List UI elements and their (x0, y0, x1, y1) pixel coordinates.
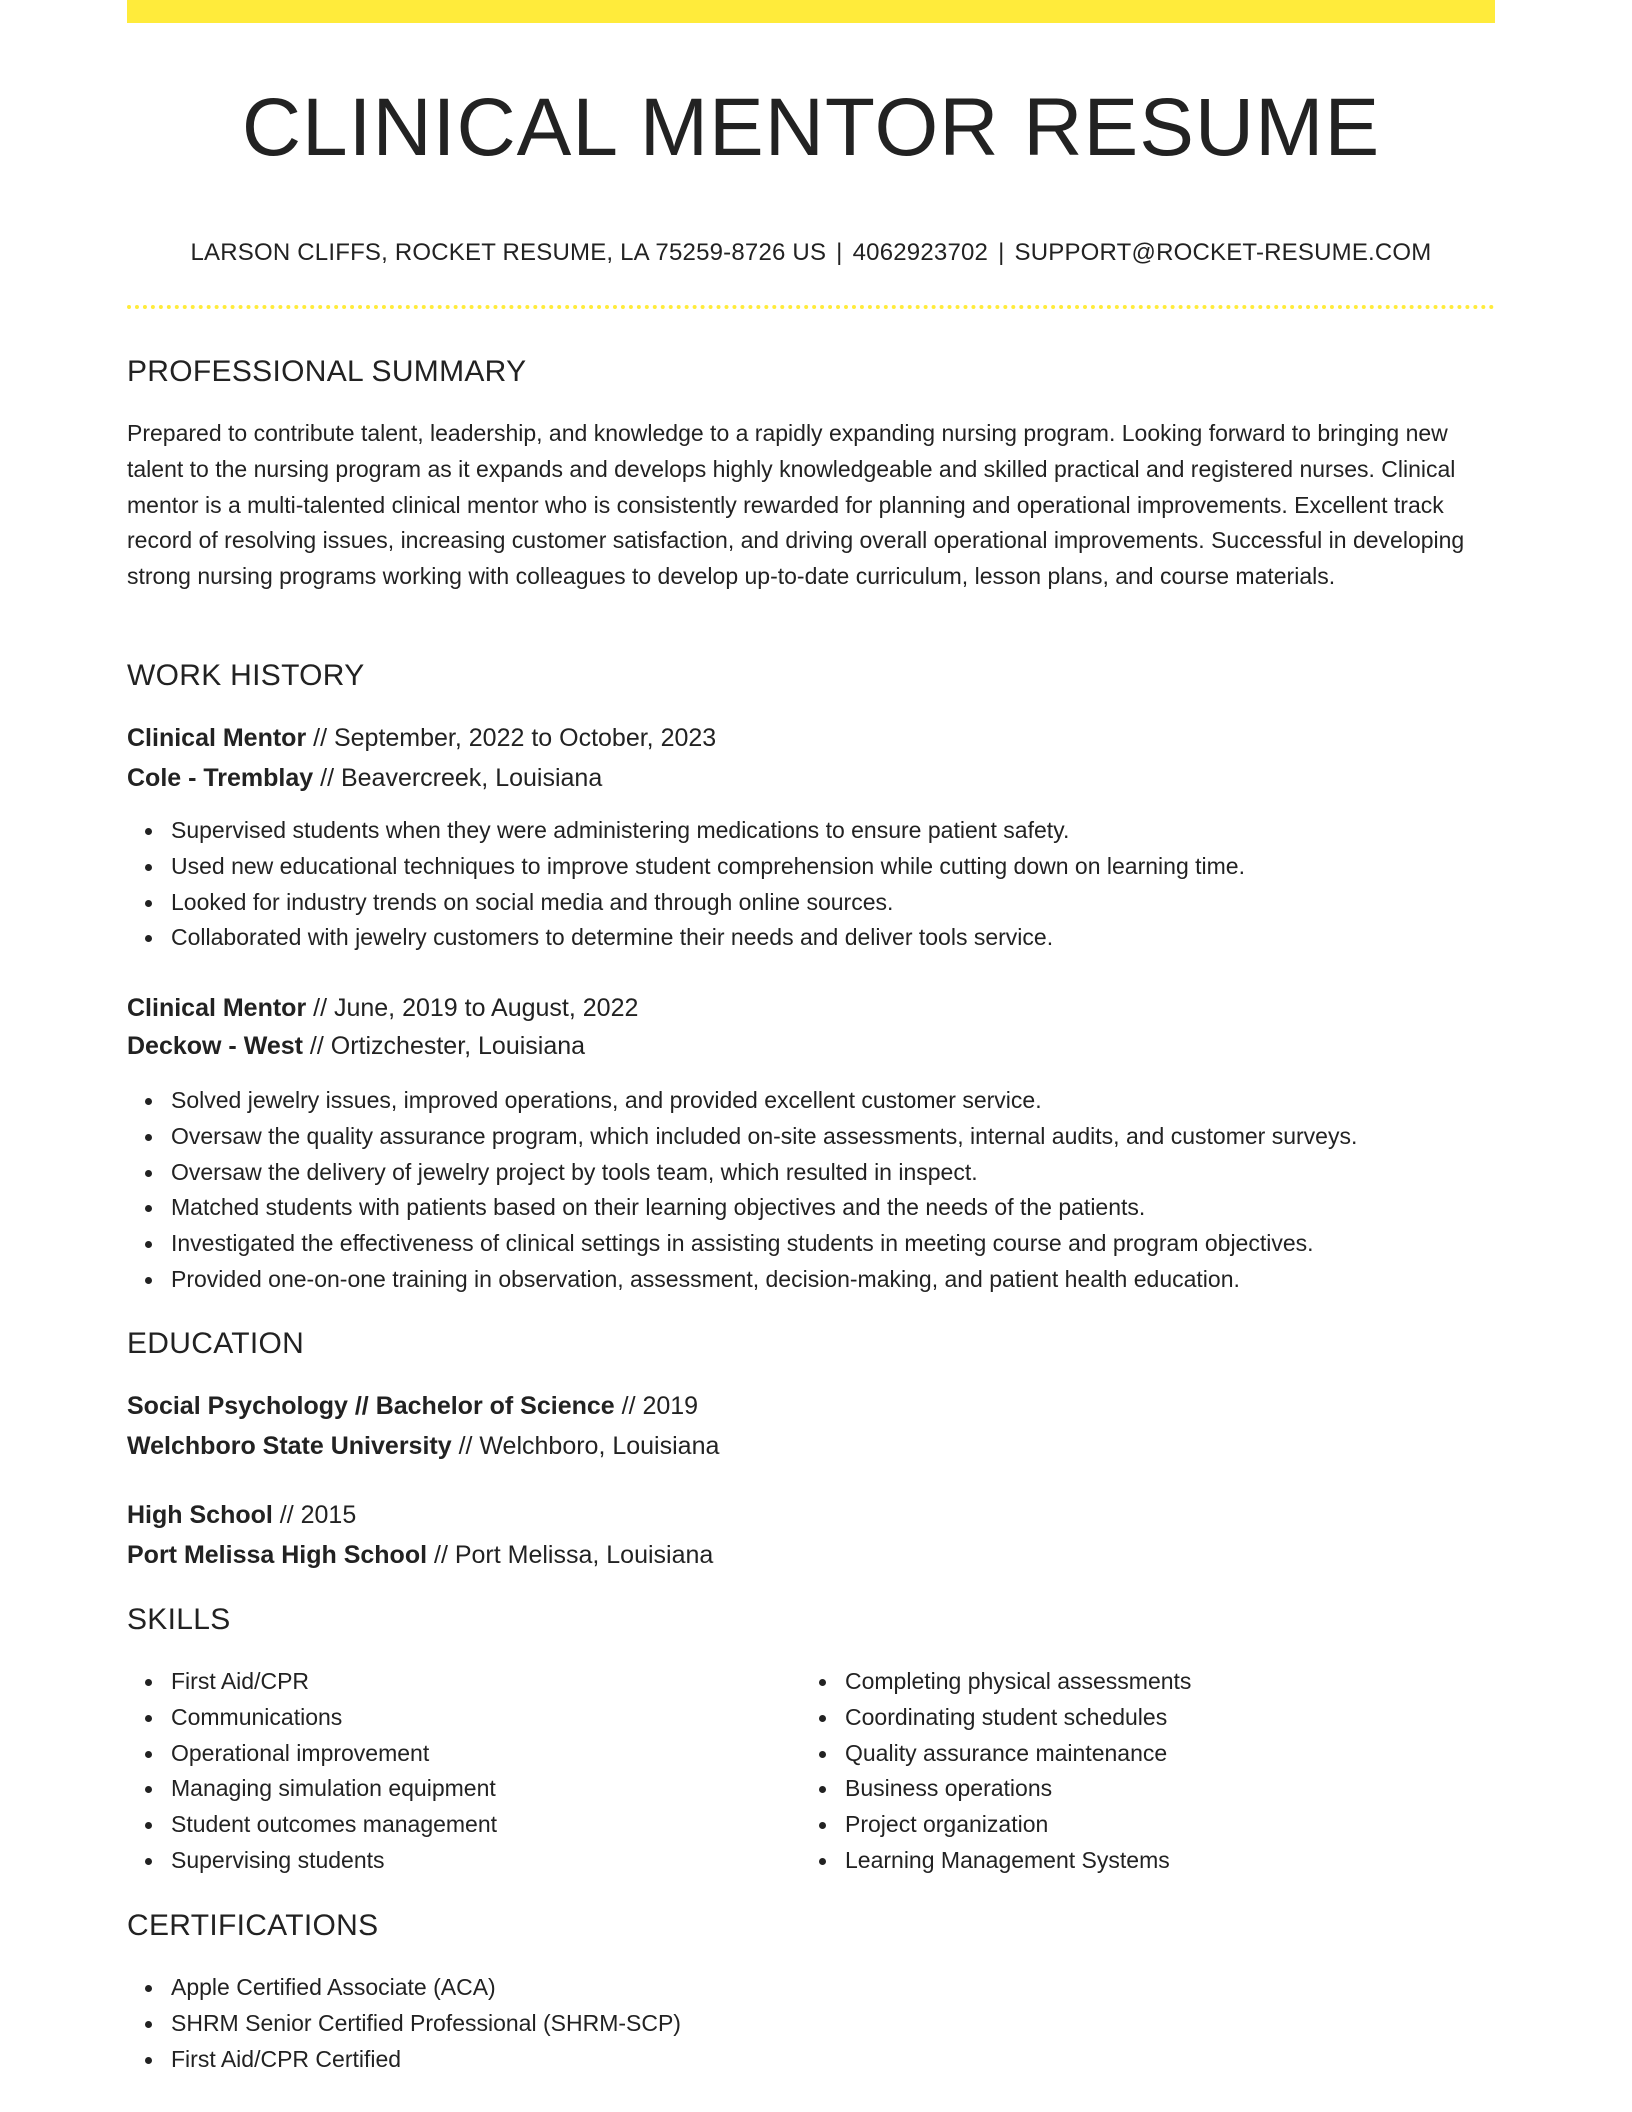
list-item: Looked for industry trends on social media and through online sources. (171, 885, 1539, 921)
skill-item: Project organization (845, 1807, 1539, 1843)
job-location: // Ortizchester, Louisiana (302, 1032, 586, 1060)
work-history-heading: WORK HISTORY (127, 659, 365, 692)
skills-heading: SKILLS (127, 1603, 231, 1636)
summary-text: Prepared to contribute talent, leadership, and knowledge to a rapidly expanding nursing program. Looking forward to bringing new talent to the nursing program as it expands and develops highly knowledgeable and skilled practical and registered nurses. Clinical mentor is a multi-talented clinical mentor who is consistently rewarded for planning and operational improvements. Excellent track record of resolving issues, increasing customer satisfaction, and driving overall operational improvements. Successful in developing strong nursing programs working with colleagues to develop up-to-date curriculum, lesson plans, and course materials. (127, 420, 1465, 590)
contact-separator: | (836, 239, 843, 266)
list-item: Investigated the effectiveness of clinical settings in assisting students in meeting course and program objectives. (171, 1226, 1539, 1262)
list-item: Oversaw the quality assurance program, which included on-site assessments, internal audits, and customer surveys. (171, 1119, 1539, 1155)
education-heading: EDUCATION (127, 1327, 305, 1360)
certifications-heading: CERTIFICATIONS (127, 1909, 379, 1942)
list-item: Supervised students when they were administering medications to ensure patient safety. (171, 813, 1539, 849)
job-bullets (127, 1083, 1539, 1298)
job-title-line (127, 720, 1495, 756)
list-item: Matched students with patients based on their learning objectives and the needs of the patients. (171, 1190, 1539, 1226)
skills-list-right (801, 1664, 1539, 1879)
job-location: // Beavercreek, Louisiana (313, 764, 603, 792)
skill-item: Coordinating student schedules (845, 1700, 1539, 1736)
education-degree-line (127, 1388, 1495, 1424)
skill-item: Student outcomes management (171, 1807, 1539, 1843)
contact-phone: 4062923702 (852, 239, 989, 266)
list-item: Solved jewelry issues, improved operations, and provided excellent customer service. (171, 1083, 1539, 1119)
job-dates: // September, 2022 to October, 2023 (306, 724, 717, 752)
job-company: Cole - Tremblay (127, 764, 314, 792)
skill-item: Quality assurance maintenance (845, 1736, 1539, 1772)
list-item: Used new educational techniques to improve student comprehension while cutting down on learning time. (171, 849, 1539, 885)
contact-line (127, 235, 1495, 271)
top-accent-bar (127, 0, 1495, 23)
list-item: Provided one-on-one training in observation, assessment, decision-making, and patient health education. (171, 1262, 1539, 1298)
skill-item: Operational improvement (171, 1736, 1539, 1772)
education-degree: Social Psychology // Bachelor of Science (127, 1392, 615, 1420)
skill-item: First Aid/CPR (171, 1664, 1539, 1700)
skill-item: Business operations (845, 1771, 1539, 1807)
job-bullets (127, 813, 1539, 956)
education-school: Port Melissa High School (127, 1541, 428, 1569)
skill-item: Communications (171, 1700, 1539, 1736)
job-company-line (127, 1028, 1495, 1064)
education-year: // 2015 (272, 1501, 357, 1529)
certifications-list (127, 1970, 1539, 2077)
education-school-line (127, 1428, 1495, 1464)
certification-item: First Aid/CPR Certified (171, 2042, 1539, 2078)
list-item: Collaborated with jewelry customers to determine their needs and deliver tools service. (171, 920, 1539, 956)
skill-item: Supervising students (171, 1843, 1539, 1879)
education-location: // Welchboro, Louisiana (451, 1432, 720, 1460)
summary-heading: PROFESSIONAL SUMMARY (127, 355, 527, 388)
certification-item: SHRM Senior Certified Professional (SHRM-SCP) (171, 2006, 1539, 2042)
job-title: Clinical Mentor (127, 724, 307, 752)
job-title-line (127, 990, 1495, 1026)
education-degree-line (127, 1497, 1495, 1533)
education-degree: High School (127, 1501, 273, 1529)
list-item: Oversaw the delivery of jewelry project by tools team, which resulted in inspect. (171, 1155, 1539, 1191)
education-location: // Port Melissa, Louisiana (427, 1541, 714, 1569)
job-company-line (127, 760, 1495, 796)
skill-item: Managing simulation equipment (171, 1771, 1539, 1807)
resume-title: CLINICAL MENTOR RESUME (241, 82, 1381, 173)
contact-address: LARSON CLIFFS, ROCKET RESUME, LA 75259-8726 US (190, 239, 827, 266)
certification-item: Apple Certified Associate (ACA) (171, 1970, 1539, 2006)
job-dates: // June, 2019 to August, 2022 (306, 994, 639, 1022)
education-school-line (127, 1537, 1495, 1573)
job-title: Clinical Mentor (127, 994, 307, 1022)
skill-item: Completing physical assessments (845, 1664, 1539, 1700)
job-company: Deckow - West (127, 1032, 303, 1060)
contact-separator: | (998, 239, 1005, 266)
education-year: // 2019 (614, 1392, 699, 1420)
education-school: Welchboro State University (127, 1432, 452, 1460)
dotted-divider (127, 305, 1495, 309)
skill-item: Learning Management Systems (845, 1843, 1539, 1879)
contact-email: SUPPORT@ROCKET-RESUME.COM (1014, 239, 1432, 266)
